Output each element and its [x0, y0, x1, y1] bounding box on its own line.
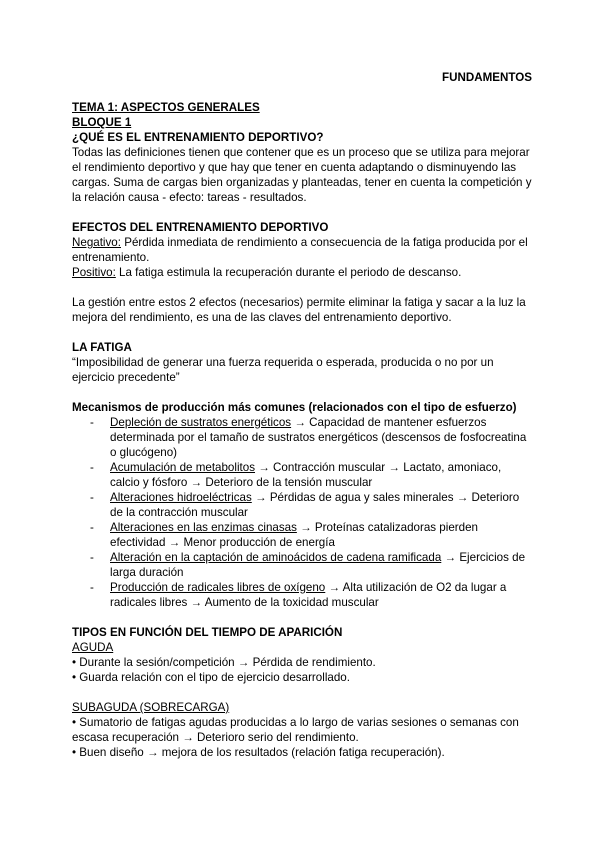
list-item-desc: → Capacidad de mantener esfuerzos determinada por el tamaño de sustratos energéticos (descensos de fosfocreatina o glucógeno)	[110, 416, 527, 459]
list-item-term: Alteraciones hidroeléctricas	[110, 491, 252, 504]
section-heading-efectos: EFECTOS DEL ENTRENAMIENTO DEPORTIVO	[72, 221, 329, 234]
bloque-title: BLOQUE 1	[72, 116, 132, 129]
list-item-desc: → Proteínas catalizadoras pierden efectividad → Menor producción de energía	[110, 521, 478, 549]
section-heading-mecanismos: Mecanismos de producción más comunes (relacionados con el tipo de esfuerzo)	[72, 401, 517, 414]
text-positivo: La fatiga estimula la recuperación durante el periodo de descanso.	[115, 266, 462, 279]
quote-fatiga: “Imposibilidad de generar una fuerza requerida o esperada, producida o no por un ejercicio precedente”	[72, 356, 494, 384]
list-item	[110, 460, 532, 490]
list-item-term: Depleción de sustratos energéticos	[110, 416, 292, 429]
list-item-desc: → Contracción muscular → Lactato, amoniaco, calcio y fósforo → Deterioro de la tensión muscular	[110, 461, 502, 489]
list-item	[110, 520, 532, 550]
list-item-term: Alteración en la captación de aminoácidos de cadena ramificada	[110, 551, 442, 564]
list-item-desc: → Alta utilización de O2 da lugar a radicales libres → Aumento de la toxicidad muscular	[110, 581, 507, 609]
list-item-term: Acumulación de metabolitos	[110, 461, 256, 474]
list-item	[110, 580, 532, 610]
bullet-item: • Guarda relación con el tipo de ejercicio desarrollado.	[72, 671, 350, 684]
label-negativo: Negativo:	[72, 236, 121, 249]
section-heading-entrenamiento: ¿QUÉ ES EL ENTRENAMIENTO DEPORTIVO?	[72, 131, 324, 144]
list-item-desc: → Ejercicios de larga duración	[110, 551, 526, 579]
paragraph-negativo	[72, 235, 532, 265]
section-heading-fatiga: LA FATIGA	[72, 341, 132, 354]
bullet-item: • Sumatorio de fatigas agudas producidas a lo largo de varias sesiones o semanas con escasa recuperación → Deterioro serio del rendimiento.	[72, 716, 519, 744]
subheading-subaguda: SUBAGUDA (SOBRECARGA)	[72, 701, 230, 714]
list-item	[110, 490, 532, 520]
section-heading-tipos: TIPOS EN FUNCIÓN DEL TIEMPO DE APARICIÓN	[72, 626, 343, 639]
list-item	[110, 550, 532, 580]
bullet-item: • Durante la sesión/competición → Pérdida de rendimiento.	[72, 656, 376, 669]
paragraph-positivo	[72, 265, 532, 280]
list-item-term: Producción de radicales libres de oxígeno	[110, 581, 326, 594]
bullet-item: • Buen diseño → mejora de los resultados (relación fatiga recuperación).	[72, 746, 445, 759]
list-item-desc: → Pérdidas de agua y sales minerales → Deterioro de la contracción muscular	[110, 491, 520, 519]
document-page	[72, 70, 532, 760]
label-positivo: Positivo:	[72, 266, 116, 279]
tema-title: TEMA 1: ASPECTOS GENERALES	[72, 101, 260, 114]
document-header: FUNDAMENTOS	[442, 71, 532, 84]
list-item	[110, 415, 532, 460]
text-negativo: Pérdida inmediata de rendimiento a consecuencia de la fatiga producida por el entrenamiento.	[72, 236, 528, 264]
paragraph-definicion: Todas las definiciones tienen que contener que es un proceso que se utiliza para mejorar el rendimiento deportivo y que hay que tener en cuenta adaptando o disminuyendo las cargas. Suma de cargas bien organizadas y planteadas, tener en cuenta la competición y la relación causa - efecto: tareas - resultados.	[72, 146, 532, 204]
subheading-aguda: AGUDA	[72, 641, 114, 654]
list-item-term: Alteraciones en las enzimas cinasas	[110, 521, 297, 534]
mecanismos-list	[72, 415, 532, 610]
paragraph-gestion: La gestión entre estos 2 efectos (necesarios) permite eliminar la fatiga y sacar a la luz la mejora del rendimiento, es una de las claves del entrenamiento deportivo.	[72, 296, 526, 324]
